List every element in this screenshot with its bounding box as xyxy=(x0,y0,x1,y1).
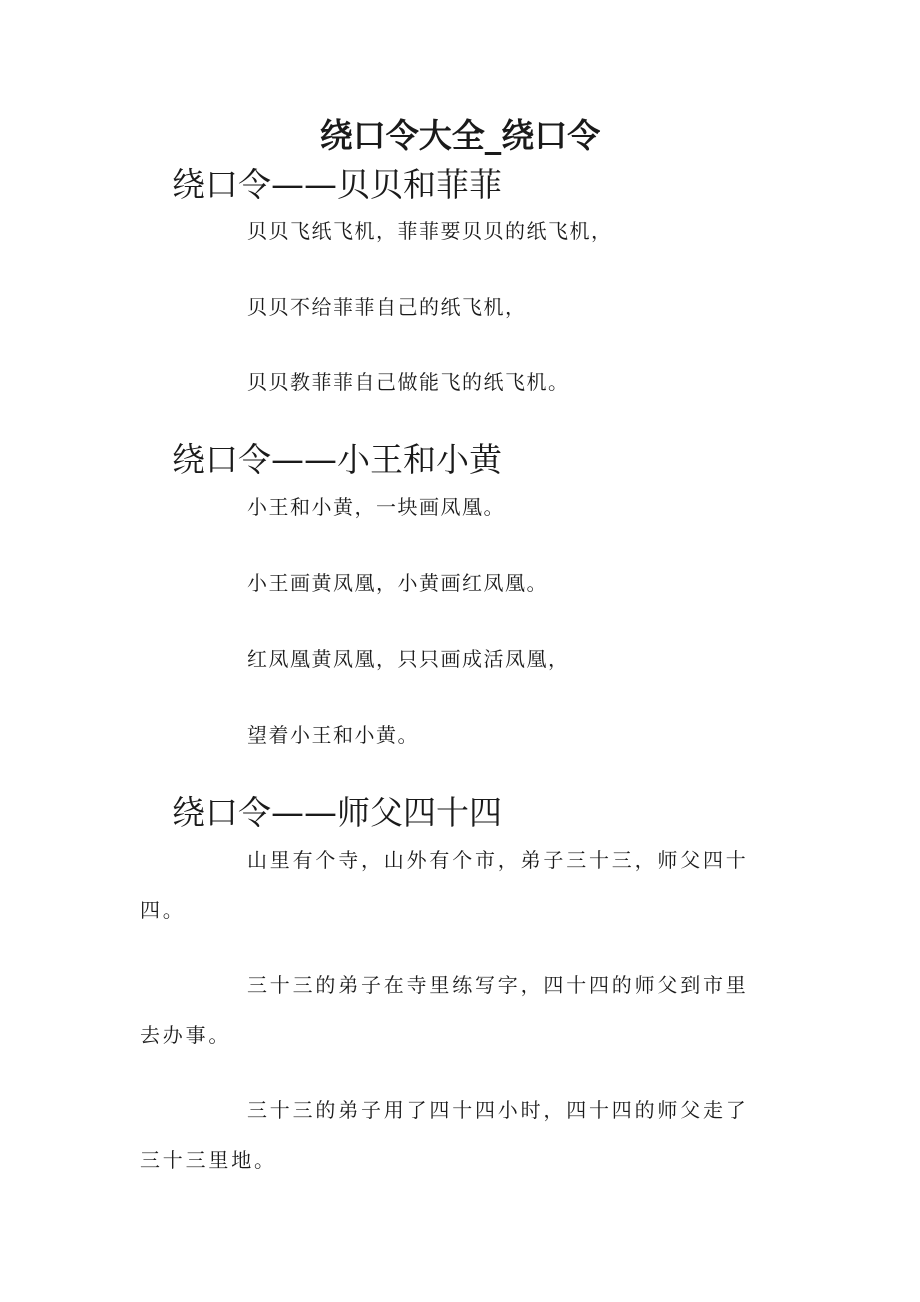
verse-line: 贝贝不给菲菲自己的纸飞机， xyxy=(247,295,527,319)
verse-line: 红凤凰黄凤凰，只只画成活凤凰， xyxy=(247,647,570,671)
paragraph: 山里有个寺，山外有个市，弟子三十三，师父四十四。 xyxy=(140,848,749,922)
paragraph: 三十三的弟子用了四十四小时，四十四的师父走了三十三里地。 xyxy=(140,1098,749,1172)
paragraph: 三十三的弟子在寺里练写字，四十四的师父到市里去办事。 xyxy=(140,973,749,1047)
verse-line: 贝贝教菲菲自己做能飞的纸飞机。 xyxy=(247,370,570,394)
verse-line: 小王和小黄，一块画凤凰。 xyxy=(247,495,505,519)
document-title: 绕口令大全_绕口令 xyxy=(319,116,601,155)
section-heading-xiaowang-xiaohuang: 绕口令——小王和小黄 xyxy=(172,440,502,479)
verse-line: 小王画黄凤凰，小黄画红凤凰。 xyxy=(247,571,548,595)
verse-line: 望着小王和小黄。 xyxy=(247,723,419,747)
section-heading-beibei-feifei: 绕口令——贝贝和菲菲 xyxy=(172,165,502,204)
section-heading-shifu-sishisi: 绕口令——师父四十四 xyxy=(172,793,502,832)
verse-line: 贝贝飞纸飞机，菲菲要贝贝的纸飞机， xyxy=(247,219,613,243)
